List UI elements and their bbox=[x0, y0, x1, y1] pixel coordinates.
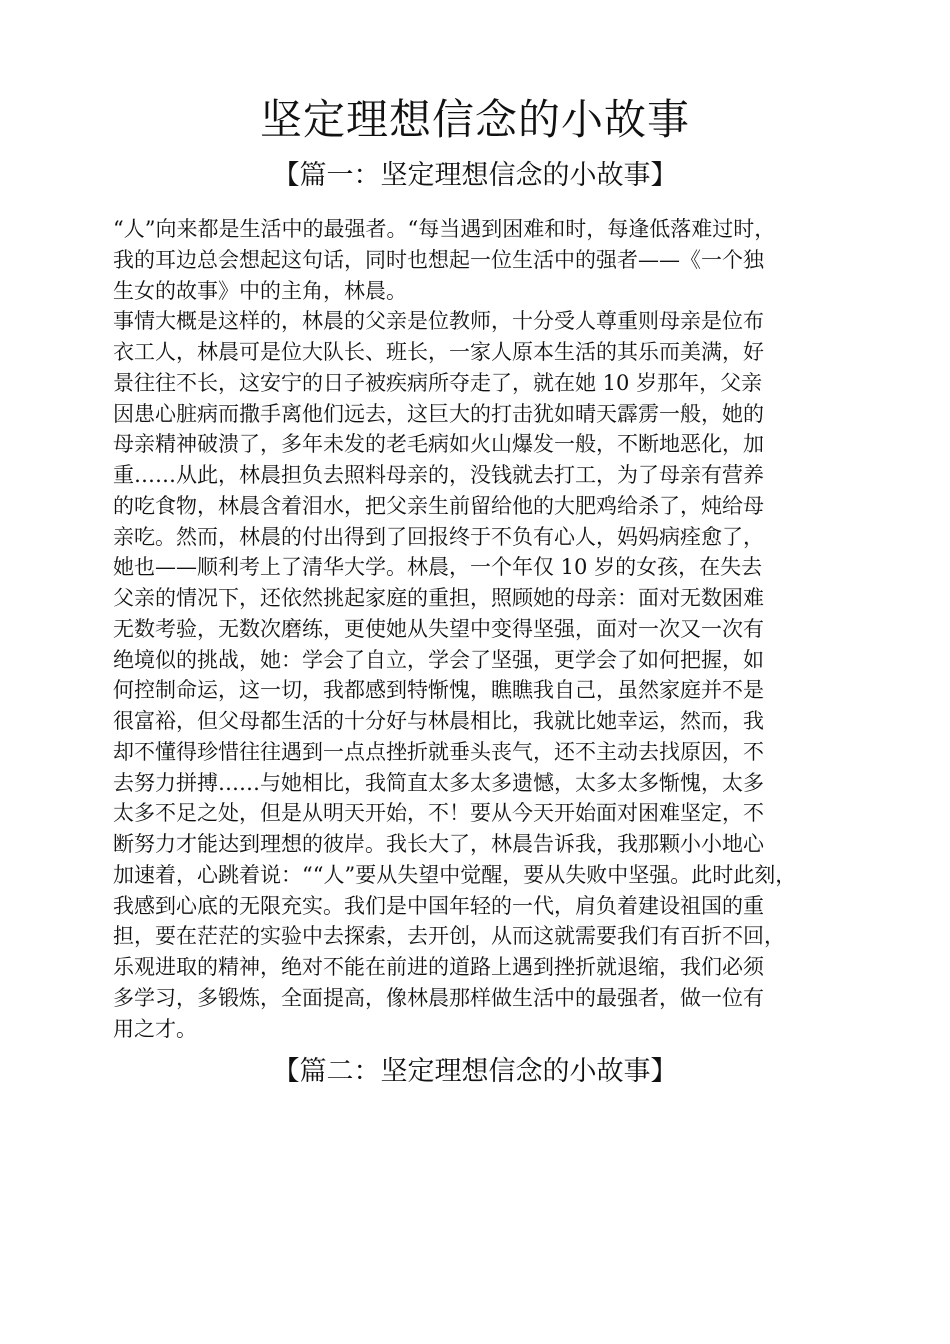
section-heading-2: 【篇二：坚定理想信念的小故事】 bbox=[272, 1056, 678, 1087]
body-line: 太多不足之处，但是从明天开始，不！要从今天开始面对困难坚定，不 bbox=[113, 801, 764, 826]
body-line: 她也——顺利考上了清华大学。林晨，一个年仅 10 岁的女孩，在失去 bbox=[113, 555, 763, 580]
body-line: 何控制命运，这一切，我都感到特惭愧，瞧瞧我自己，虽然家庭并不是 bbox=[113, 678, 764, 703]
body-line: 乐观进取的精神，绝对不能在前进的道路上遇到挫折就退缩，我们必须 bbox=[113, 955, 764, 979]
body-line: 用之才。 bbox=[113, 1016, 197, 1041]
document-title: 坚定理想信念的小故事 bbox=[259, 95, 690, 144]
body-line: 重……从此，林晨担负去照料母亲的，没钱就去打工，为了母亲有营养 bbox=[113, 463, 764, 487]
body-line: 生女的故事》中的主角，林晨。 bbox=[113, 278, 407, 303]
section-heading-1: 【篇一：坚定理想信念的小故事】 bbox=[272, 160, 678, 191]
body-line: 无数考验，无数次磨练，更使她从失望中变得坚强，面对一次又一次有 bbox=[113, 616, 764, 641]
body-line: 衣工人，林晨可是位大队长、班长，一家人原本生活的其乐而美满，好 bbox=[113, 340, 764, 364]
body-line: “人”向来都是生活中的最强者。“每当遇到困难和时，每逢低落难过时， bbox=[113, 217, 776, 241]
body-line: 父亲的情况下，还依然挑起家庭的重担，照顾她的母亲：面对无数困难 bbox=[113, 586, 764, 610]
body-line: 亲吃。然而，林晨的付出得到了回报终于不负有心人，妈妈病痊愈了， bbox=[113, 524, 764, 549]
body-line: 景往往不长，这安宁的日子被疾病所夺走了，就在她 10 岁那年，父亲 bbox=[113, 370, 763, 395]
body-line: 很富裕，但父母都生活的十分好与林晨相比，我就比她幸运，然而，我 bbox=[113, 709, 764, 733]
body-line: 母亲精神破溃了，多年未发的老毛病如火山爆发一般，不断地恶化，加 bbox=[113, 432, 764, 457]
body-line: 多学习，多锻炼，全面提高，像林晨那样做生活中的最强者，做一位有 bbox=[113, 985, 764, 1010]
body-line: 我的耳边总会想起这句话，同时也想起一位生活中的强者——《一个独 bbox=[113, 247, 764, 272]
body-line: 断努力才能达到理想的彼岸。我长大了，林晨告诉我，我那颗小小地心 bbox=[113, 832, 764, 856]
body-line: 事情大概是这样的，林晨的父亲是位教师，十分受人尊重则母亲是位布 bbox=[113, 309, 764, 334]
body-line: 去努力拼搏……与她相比，我简直太多太多遗憾，太多太多惭愧，太多 bbox=[113, 770, 764, 795]
body-line: 因患心脏病而撒手离他们远去，这巨大的打击犹如晴天霹雳一般，她的 bbox=[113, 401, 764, 426]
body-line: 的吃食物，林晨含着泪水，把父亲生前留给他的大肥鸡给杀了，炖给母 bbox=[113, 493, 764, 518]
body-line: 我感到心底的无限充实。我们是中国年轻的一代，肩负着建设祖国的重 bbox=[113, 893, 764, 918]
body-paragraph bbox=[113, 214, 853, 1044]
body-line: 担，要在茫茫的实验中去探索，去开创，从而这就需要我们有百折不回， bbox=[113, 924, 785, 949]
body-line: 绝境似的挑战，她：学会了自立，学会了坚强，更学会了如何把握，如 bbox=[113, 647, 764, 672]
body-line: 加速着，心跳着说：““人”要从失望中觉醒，要从失败中坚强。此时此刻， bbox=[113, 862, 797, 887]
body-line: 却不懂得珍惜往往遇到一点点挫折就垂头丧气，还不主动去找原因，不 bbox=[113, 739, 764, 764]
